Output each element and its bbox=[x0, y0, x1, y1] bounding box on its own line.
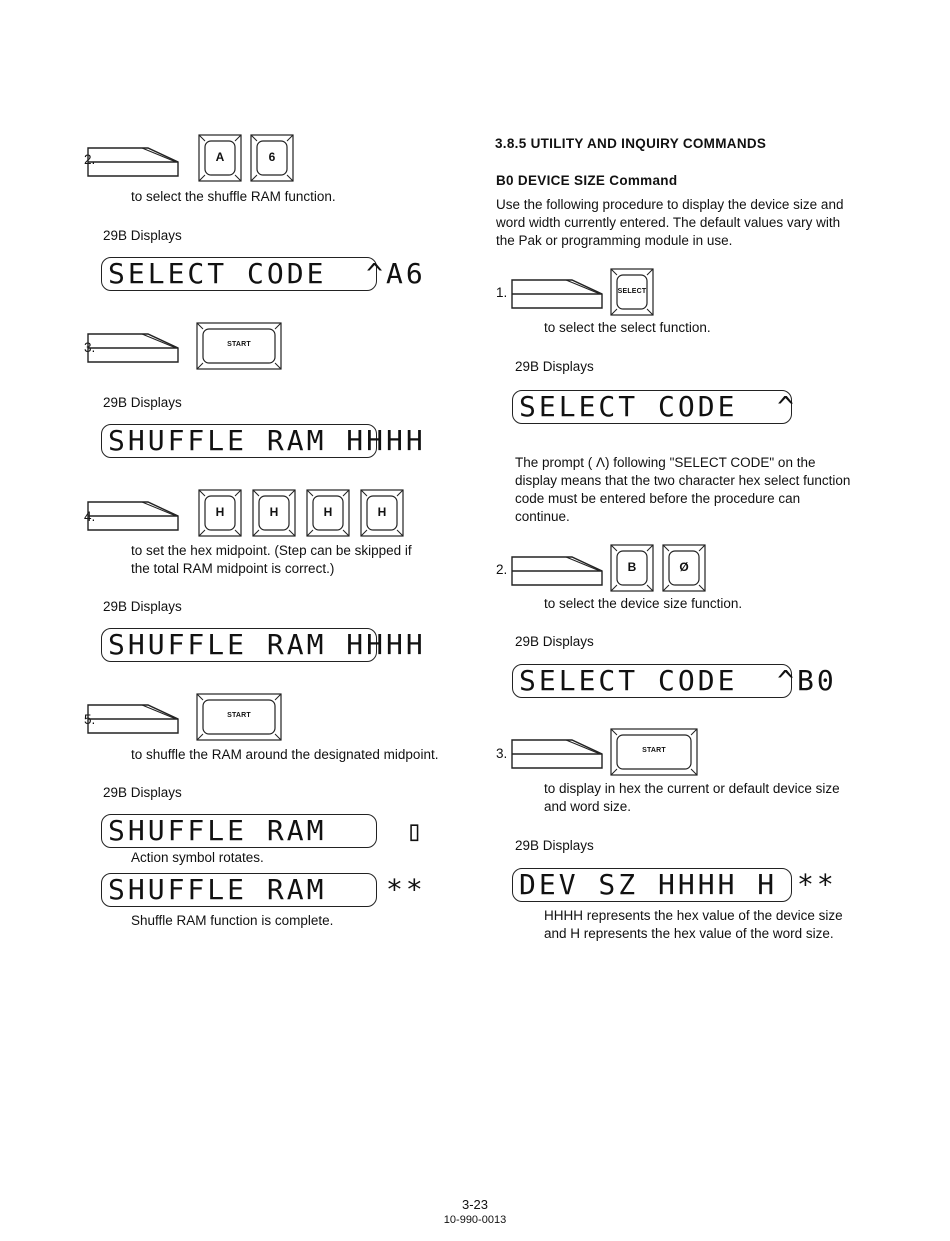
key-6: 6 bbox=[250, 134, 294, 182]
key-b: B bbox=[610, 544, 654, 592]
intro-line2: word width currently entered. The default values vary with bbox=[496, 215, 841, 230]
lcd-shuffle-ram-hhhh: SHUFFLE RAM HHHH bbox=[101, 628, 377, 662]
lcd-shuffle-ram-rotating: SHUFFLE RAM ▯ bbox=[101, 814, 377, 848]
lcd-select-code-b0: SELECT CODE ^B0 bbox=[512, 664, 792, 698]
step-5-desc: to shuffle the RAM around the designated midpoint. bbox=[131, 747, 439, 762]
step-5-number: 5. bbox=[84, 712, 96, 727]
step-3-number: 3. bbox=[84, 340, 96, 355]
step-4-displays-label: 29B Displays bbox=[103, 599, 182, 614]
r-step-1-number: 1. bbox=[496, 285, 508, 300]
lcd-shuffle-ram-complete: SHUFFLE RAM ** bbox=[101, 873, 377, 907]
step-5-displays-label: 29B Displays bbox=[103, 785, 182, 800]
doc-number: 10-990-0013 bbox=[443, 1214, 507, 1226]
r-step-1-displays-label: 29B Displays bbox=[515, 359, 594, 374]
key-zero: Ø bbox=[662, 544, 706, 592]
r-step-3-desc-line1: to display in hex the current or default device size bbox=[544, 781, 840, 796]
step-5-note1: Action symbol rotates. bbox=[131, 850, 264, 865]
key-select: SELECT bbox=[610, 268, 654, 316]
enter-key-icon bbox=[86, 140, 178, 180]
step-4-number: 4. bbox=[84, 509, 96, 524]
prompt-line4: continue. bbox=[515, 509, 570, 524]
key-start: START bbox=[610, 728, 698, 776]
lcd-dev-sz: DEV SZ HHHH H ** bbox=[512, 868, 792, 902]
enter-key-icon bbox=[510, 272, 602, 312]
prompt-line3: code must be entered before the procedure can bbox=[515, 491, 801, 506]
r-step-2-desc: to select the device size function. bbox=[544, 596, 743, 611]
step-2-desc: to select the shuffle RAM function. bbox=[131, 189, 336, 204]
r-step-3-displays-label: 29B Displays bbox=[515, 838, 594, 853]
enter-key-icon bbox=[86, 697, 178, 737]
enter-key-icon bbox=[86, 326, 178, 366]
r-step-3-desc-line2: and word size. bbox=[544, 799, 632, 814]
key-start: START bbox=[196, 322, 282, 370]
lcd-select-code-a6: SELECT CODE ^A6 bbox=[101, 257, 377, 291]
r-step-1-desc: to select the select function. bbox=[544, 320, 711, 335]
step-2-displays-label: 29B Displays bbox=[103, 228, 182, 243]
key-h: H bbox=[306, 489, 350, 537]
key-start: START bbox=[196, 693, 282, 741]
key-h: H bbox=[360, 489, 404, 537]
command-title: B0 DEVICE SIZE Command bbox=[496, 173, 678, 188]
intro-line1: Use the following procedure to display the device size and bbox=[496, 197, 844, 212]
step-4-desc-line1: to set the hex midpoint. (Step can be skipped if bbox=[131, 543, 412, 558]
page-number: 3-23 bbox=[461, 1197, 489, 1212]
enter-key-icon bbox=[86, 494, 178, 534]
key-h: H bbox=[252, 489, 296, 537]
key-h: H bbox=[198, 489, 242, 537]
step-4-desc-line2: the total RAM midpoint is correct.) bbox=[131, 561, 335, 576]
key-a: A bbox=[198, 134, 242, 182]
section-title: 3.8.5 UTILITY AND INQUIRY COMMANDS bbox=[495, 136, 767, 151]
intro-line3: the Pak or programming module in use. bbox=[496, 233, 733, 248]
r-step-2-number: 2. bbox=[496, 562, 508, 577]
r-step-3-note-line2: and H represents the hex value of the word size. bbox=[544, 926, 834, 941]
step-2-number: 2. bbox=[84, 152, 96, 167]
prompt-line1: The prompt ( Λ) following "SELECT CODE" on the bbox=[515, 455, 816, 470]
lcd-select-code-prompt: SELECT CODE ^ bbox=[512, 390, 792, 424]
prompt-line2: display means that the two character hex select function bbox=[515, 473, 851, 488]
step-3-displays-label: 29B Displays bbox=[103, 395, 182, 410]
enter-key-icon bbox=[510, 549, 602, 589]
enter-key-icon bbox=[510, 732, 602, 772]
lcd-shuffle-ram-hhhh: SHUFFLE RAM HHHH bbox=[101, 424, 377, 458]
r-step-3-note-line1: HHHH represents the hex value of the device size bbox=[544, 908, 843, 923]
r-step-2-displays-label: 29B Displays bbox=[515, 634, 594, 649]
r-step-3-number: 3. bbox=[496, 746, 508, 761]
step-5-note2: Shuffle RAM function is complete. bbox=[131, 913, 334, 928]
